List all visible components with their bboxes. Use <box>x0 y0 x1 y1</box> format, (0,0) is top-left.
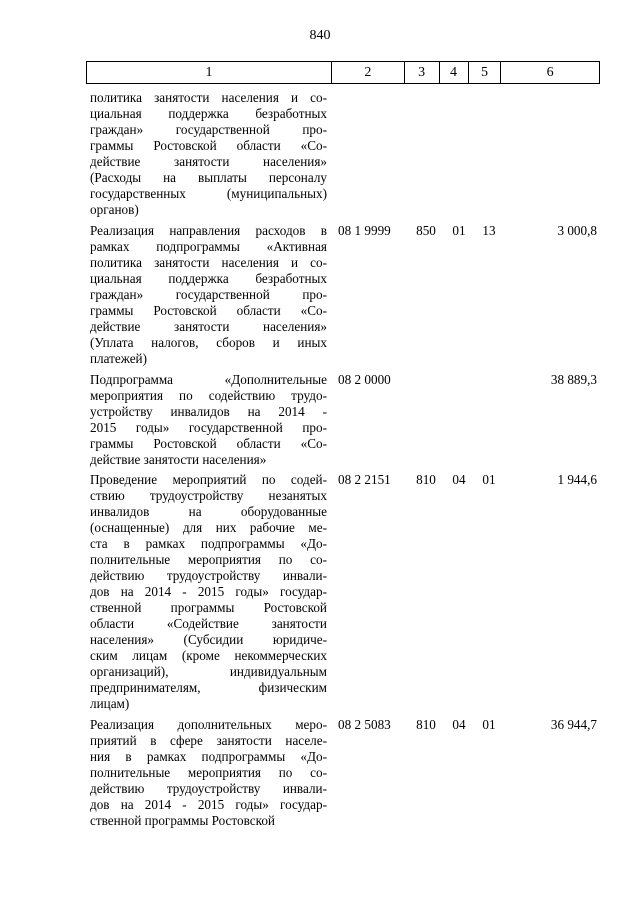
description-line: лицам) <box>90 696 130 711</box>
description-line: органов) <box>90 202 139 217</box>
row-expense-type: 850 <box>416 223 436 238</box>
description-line: ста в рамках подпрограммы «До- <box>90 536 327 551</box>
description-line: действию трудоустройству инвали- <box>90 781 327 796</box>
description-line: действие занятости населения» <box>90 452 267 467</box>
page-number: 840 <box>309 28 331 43</box>
description-line: ственной программы Ростовской <box>90 813 275 828</box>
description-line: граммы Ростовской области «Со- <box>90 436 327 451</box>
row-code: 08 2 5083 <box>338 717 391 732</box>
description-line: действие занятости населения» <box>90 154 327 169</box>
row-amount: 1 944,6 <box>557 472 597 487</box>
description-line: приятий в сфере занятости населе- <box>90 733 327 748</box>
row-expense-type: 810 <box>416 717 436 732</box>
description-line: инвалидов на оборудованные <box>90 504 327 519</box>
header-col-6: 6 <box>546 65 554 80</box>
description-line: Реализация направления расходов в <box>90 223 327 238</box>
description-line: 2015 годы» государственной про- <box>90 420 327 435</box>
description-line: ским лицам (кроме некоммерческих <box>90 648 327 663</box>
row-code: 08 2 2151 <box>338 472 391 487</box>
row-description <box>90 90 327 218</box>
description-line: мероприятия по содействию трудо- <box>90 388 327 403</box>
description-line: действию трудоустройству инвали- <box>90 568 327 583</box>
row-description <box>90 472 327 712</box>
row-subsection: 01 <box>482 472 496 487</box>
header-col-2: 2 <box>332 62 405 83</box>
description-line: граждан» государственной про- <box>90 122 327 137</box>
row-section: 04 <box>452 472 466 487</box>
row-expense-type: 810 <box>416 472 436 487</box>
header-col-1: 1 <box>87 62 332 83</box>
description-line: платежей) <box>90 351 148 366</box>
row-amount: 3 000,8 <box>557 223 597 238</box>
description-line: дов на 2014 - 2015 годы» государ- <box>90 584 327 599</box>
description-line: организаций), индивидуальным <box>90 664 327 679</box>
row-description <box>90 717 327 829</box>
description-line: (оснащенные) для них рабочие ме- <box>90 520 327 535</box>
row-amount: 38 889,3 <box>550 372 597 387</box>
header-col-3: 3 <box>405 62 440 83</box>
description-line: ния в рамках подпрограммы «До- <box>90 749 327 764</box>
description-line: ственной программы Ростовской <box>90 600 327 615</box>
description-line: дов на 2014 - 2015 годы» государ- <box>90 797 327 812</box>
description-line: (Расходы на выплаты персоналу <box>90 170 327 185</box>
row-subsection: 13 <box>482 223 496 238</box>
header-col-4: 4 <box>440 62 469 83</box>
description-line: (Уплата налогов, сборов и иных <box>90 335 327 350</box>
description-line: граждан» государственной про- <box>90 287 327 302</box>
description-line: полнительные мероприятия по со- <box>90 552 327 567</box>
row-section: 01 <box>452 223 466 238</box>
description-line: Подпрограмма «Дополнительные <box>90 372 327 387</box>
row-description <box>90 372 327 468</box>
header-col-5: 5 <box>469 62 502 83</box>
description-line: рамках подпрограммы «Активная <box>90 239 327 254</box>
row-code: 08 1 9999 <box>338 223 391 238</box>
description-line: циальная поддержка безработных <box>90 271 327 286</box>
description-line: циальная поддержка безработных <box>90 106 327 121</box>
description-line: населения» (Субсидии юридиче- <box>90 632 327 647</box>
description-line: государственных (муниципальных) <box>90 186 327 201</box>
description-line: Проведение мероприятий по содей- <box>90 472 327 487</box>
description-line: Реализация дополнительных меро- <box>90 717 327 732</box>
description-line: граммы Ростовской области «Со- <box>90 303 327 318</box>
table-header <box>86 61 600 84</box>
row-description <box>90 223 327 367</box>
row-amount: 36 944,7 <box>550 717 597 732</box>
description-line: предпринимателям, физическим <box>90 680 327 695</box>
description-line: политика занятости населения и со- <box>90 255 327 270</box>
row-subsection: 01 <box>482 717 496 732</box>
description-line: области «Содействие занятости <box>90 616 327 631</box>
description-line: полнительные мероприятия по со- <box>90 765 327 780</box>
row-code: 08 2 0000 <box>338 372 391 387</box>
description-line: политика занятости населения и со- <box>90 90 327 105</box>
row-section: 04 <box>452 717 466 732</box>
description-line: устройству инвалидов на 2014 - <box>90 404 327 419</box>
description-line: ствию трудоустройству незанятых <box>90 488 327 503</box>
description-line: действие занятости населения» <box>90 319 327 334</box>
description-line: граммы Ростовской области «Со- <box>90 138 327 153</box>
